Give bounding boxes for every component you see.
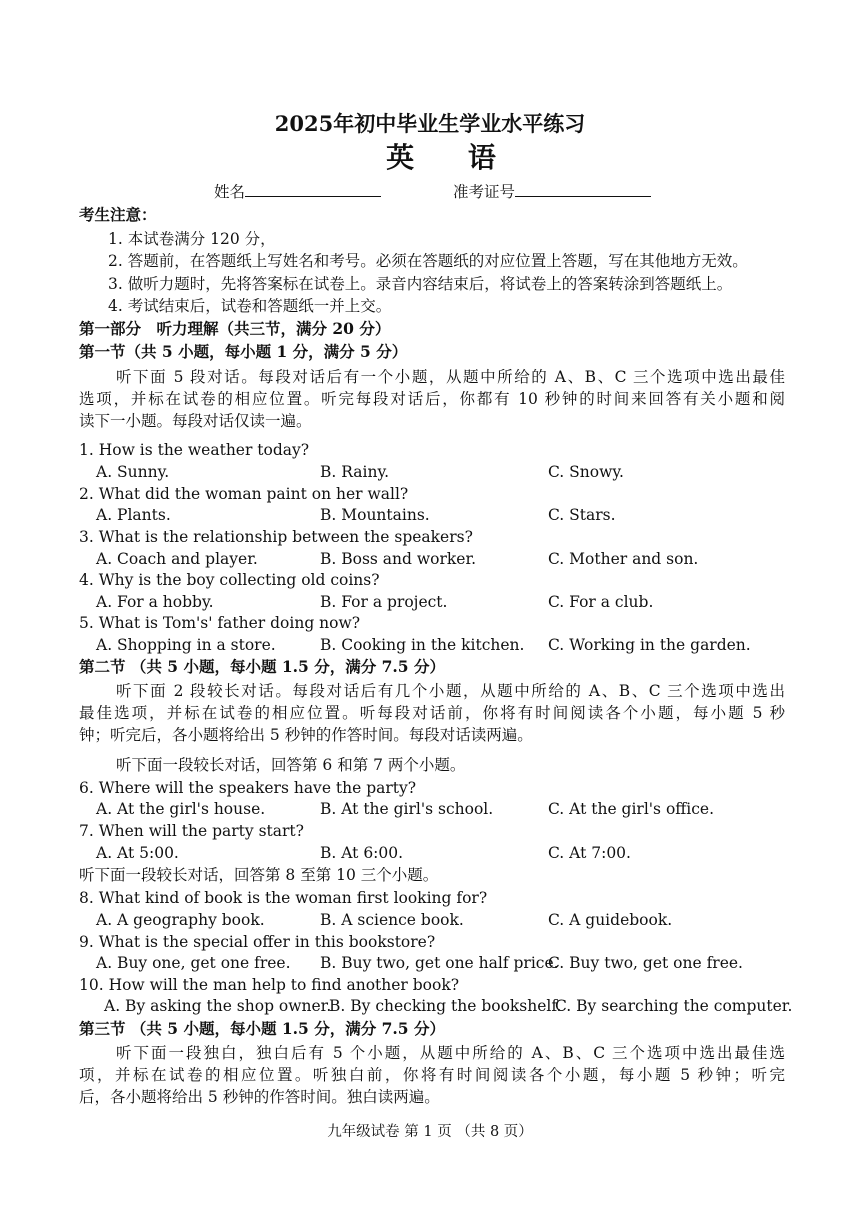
note-item: 1. 本试卷满分 120 分， [108,230,276,248]
instruction-line: 后，各小题将给出 5 秒钟的作答时间。独白读两遍。 [79,1088,440,1106]
option-b: B. Boss and worker. [320,550,477,568]
option-a: A. Buy one, get one free. [96,954,291,972]
id-label: 准考证号 [453,183,516,201]
note-item: 2. 答题前，在答题纸上写姓名和考号。必须在答题纸的对应位置上答题，写在其他地方无效。 [108,252,748,270]
instruction-line: 最佳选项，并标在试卷的相应位置。听每段对话前，你将有时间阅读各个小题，每小题 5 秒 [79,704,785,722]
option-b: B. At the girl's school. [320,800,494,818]
name-blank [245,180,381,197]
option-c: C. At the girl's office. [548,800,715,818]
note-item: 4. 考试结束后，试卷和答题纸一并上交。 [108,297,392,315]
section2-instructions [79,680,785,746]
exam-title: 2025年初中毕业生学业水平练习 [274,111,586,136]
name-label: 姓名 [214,183,246,201]
question-stem: 1. How is the weather today? [79,441,310,459]
section3-instructions [79,1042,785,1108]
id-field [453,180,651,202]
question-stem: 2. What did the woman paint on her wall? [79,485,409,503]
dialogue-intro: 听下面一段较长对话，回答第 6 和第 7 两个小题。 [116,756,466,774]
id-blank [515,180,651,197]
option-b: B. At 6:00. [320,844,404,862]
option-c: C. By searching the computer. [555,997,793,1015]
question-stem: 5. What is Tom's' father doing now? [79,614,361,632]
option-b: B. Cooking in the kitchen. [320,636,525,654]
note-item: 3. 做听力题时，先将答案标在试卷上。录音内容结束后，将试卷上的答案转涂到答题纸上。 [108,275,733,293]
option-c: C. At 7:00. [548,844,631,862]
option-c: C. Buy two, get one free. [548,954,743,972]
page-footer: 九年级试卷 第 1 页 （共 8 页） [327,1124,533,1140]
option-c: C. Working in the garden. [548,636,751,654]
option-a: A. Coach and player. [96,550,258,568]
option-c: C. Snowy. [548,463,624,481]
option-c: C. For a club. [548,593,654,611]
section2-heading: 第二节 （共 5 小题，每小题 1.5 分，满分 7.5 分） [79,657,445,676]
notes-heading: 考生注意： [79,205,157,224]
option-a: A. At the girl's house. [96,800,266,818]
option-b: B. For a project. [320,593,448,611]
instruction-line: 听下面一段独白，独白后有 5 个小题，从题中所给的 A、B、C 三个选项中选出最佳选 [116,1044,785,1062]
option-a: A. By asking the shop owner. [104,997,332,1015]
name-field [214,180,381,202]
option-a: A. For a hobby. [96,593,214,611]
instruction-line: 读下一小题。每段对话仅读一遍。 [79,412,312,430]
instruction-line: 听下面 5 段对话。每段对话后有一个小题，从题中所给的 A、B、C 三个选项中选出最佳 [116,368,785,386]
subject-title: 英 语 [386,141,518,174]
part1-heading: 第一部分 听力理解（共三节，满分 20 分） [79,319,391,338]
question-stem: 7. When will the party start? [79,822,304,840]
question-stem: 4. Why is the boy collecting old coins? [79,571,380,589]
instruction-line: 钟；听完后，各小题将给出 5 秒钟的作答时间。每段对话读两遍。 [79,726,533,744]
question-stem: 6. Where will the speakers have the party? [79,779,417,797]
option-a: A. A geography book. [96,911,265,929]
section1-instructions [79,366,785,432]
option-c: C. Mother and son. [548,550,699,568]
option-b: B. Mountains. [320,506,430,524]
question-stem: 10. How will the man help to find another book? [79,976,460,994]
question-stem: 8. What kind of book is the woman first looking for? [79,889,488,907]
option-a: A. At 5:00. [96,844,179,862]
instruction-line: 项，并标在试卷的相应位置。听独白前，你将有时间阅读各个小题，每小题 5 秒钟；听完 [79,1066,785,1084]
instruction-line: 听下面 2 段较长对话。每段对话后有几个小题，从题中所给的 A、B、C 三个选项中选出 [116,682,785,700]
option-c: C. Stars. [548,506,616,524]
option-a: A. Sunny. [96,463,170,481]
question-stem: 3. What is the relationship between the speakers? [79,528,473,546]
option-b: B. By checking the bookshelf. [329,997,562,1015]
question-stem: 9. What is the special offer in this bookstore? [79,933,436,951]
option-b: B. Rainy. [320,463,390,481]
dialogue-intro: 听下面一段较长对话，回答第 8 至第 10 三个小题。 [79,866,439,884]
instruction-line: 选项，并标在试卷的相应位置。听完每段对话后，你都有 10 秒钟的时间来回答有关小题和阅 [79,390,785,408]
option-c: C. A guidebook. [548,911,673,929]
option-b: B. Buy two, get one half price. [320,954,559,972]
option-a: A. Shopping in a store. [96,636,276,654]
option-b: B. A science book. [320,911,464,929]
section1-heading: 第一节（共 5 小题，每小题 1 分，满分 5 分） [79,342,408,361]
section3-heading: 第三节 （共 5 小题，每小题 1.5 分，满分 7.5 分） [79,1019,445,1038]
option-a: A. Plants. [96,506,171,524]
